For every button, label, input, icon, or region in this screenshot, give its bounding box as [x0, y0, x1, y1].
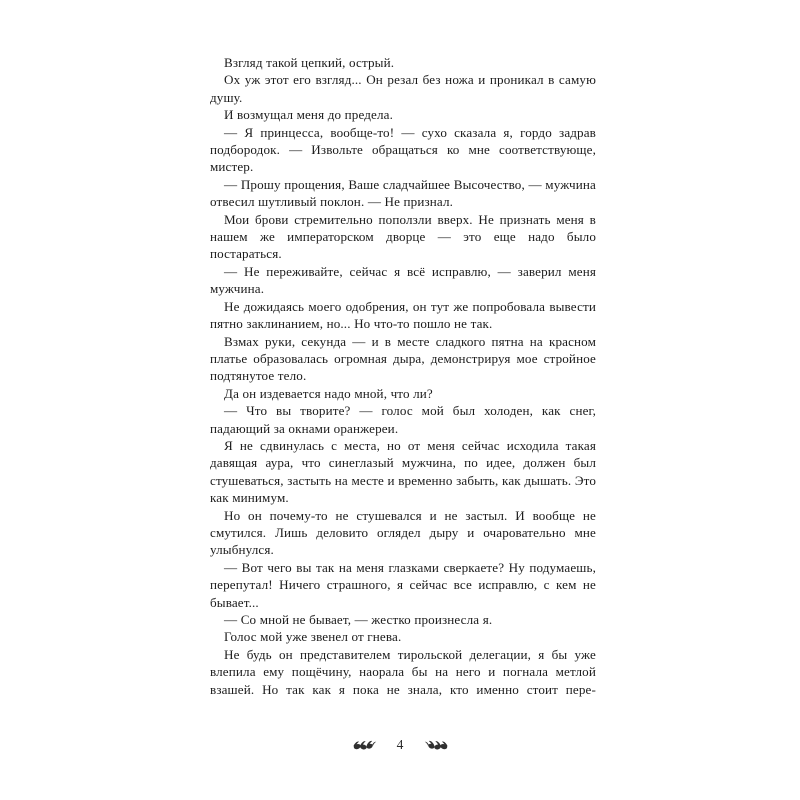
- paragraph: Но он почему-то не стушевался и не застыл. И вообще не смутился. Лишь деловито оглядел дыру и очаровательно мне улыбнулся.: [210, 507, 596, 558]
- paragraph: — Прошу прощения, Ваше сладчайшее Высочество, — мужчина отвесил шутливый поклон. — Не признал.: [210, 176, 596, 210]
- paragraph: И возмущал меня до предела.: [224, 107, 393, 123]
- floral-ornament-icon: [424, 738, 450, 752]
- paragraph: — Со мной не бывает, — жестко произнесла я.: [224, 612, 493, 627]
- page-number: 4: [396, 737, 404, 752]
- paragraph: Мои брови стремительно поползли вверх. Не признать меня в нашем же императорском дворце — это еще надо было постараться.: [210, 211, 596, 262]
- paragraph: — Что вы творите? — голос мой был холоден, как снег, падающий за окнами оранжереи.: [210, 403, 596, 436]
- paragraph: Не дожидаясь моего одобрения, он тут же попробовала вывести пятно заклинанием, но... Но что-то пошло не так.: [210, 298, 596, 332]
- floral-ornament-icon: [351, 738, 377, 752]
- paragraph: Я не сдвинулась с места, но от меня сейчас исходила такая давящая аура, что синеглазый мужчина, по идее, должен был стушеваться, застыть на месте и временно забыть, как дышать. Это как минимум.: [210, 437, 596, 506]
- paragraph: Не будь он представителем тирольской делегации, я бы уже влепила ему пощёчину, наорала бы на него и погнала метлой взашей. Но так как я пока не знала, кто именно стоит пере-: [210, 646, 596, 697]
- paragraph: Голос мой уже звенел от гнева.: [224, 629, 402, 645]
- paragraph: Взмах руки, секунда — и в месте сладкого пятна на красном платье образовалась огромная дыра, демонстрируя мое стройное подтянутое тело.: [210, 333, 596, 384]
- page-text-block: [210, 54, 596, 698]
- paragraph: — Не переживайте, сейчас я всё исправлю, — заверил меня мужчина.: [210, 263, 596, 297]
- paragraph: Взгляд такой цепкий, острый.: [224, 55, 395, 70]
- paragraph: Ох уж этот его взгляд... Он резал без ножа и проникал в самую душу.: [210, 72, 596, 105]
- page-footer: [0, 738, 800, 752]
- paragraph: Да он издевается надо мной, что ли?: [224, 385, 433, 401]
- paragraph: — Вот чего вы так на меня глазками сверкаете? Ну подумаешь, перепутал! Ничего страшного, я сейчас все исправлю, с кем не бывает...: [210, 559, 596, 610]
- paragraph: — Я принцесса, вообще-то! — сухо сказала я, гордо задрав подбородок. — Извольте обращаться ко мне соответствующе, мистер.: [210, 124, 596, 175]
